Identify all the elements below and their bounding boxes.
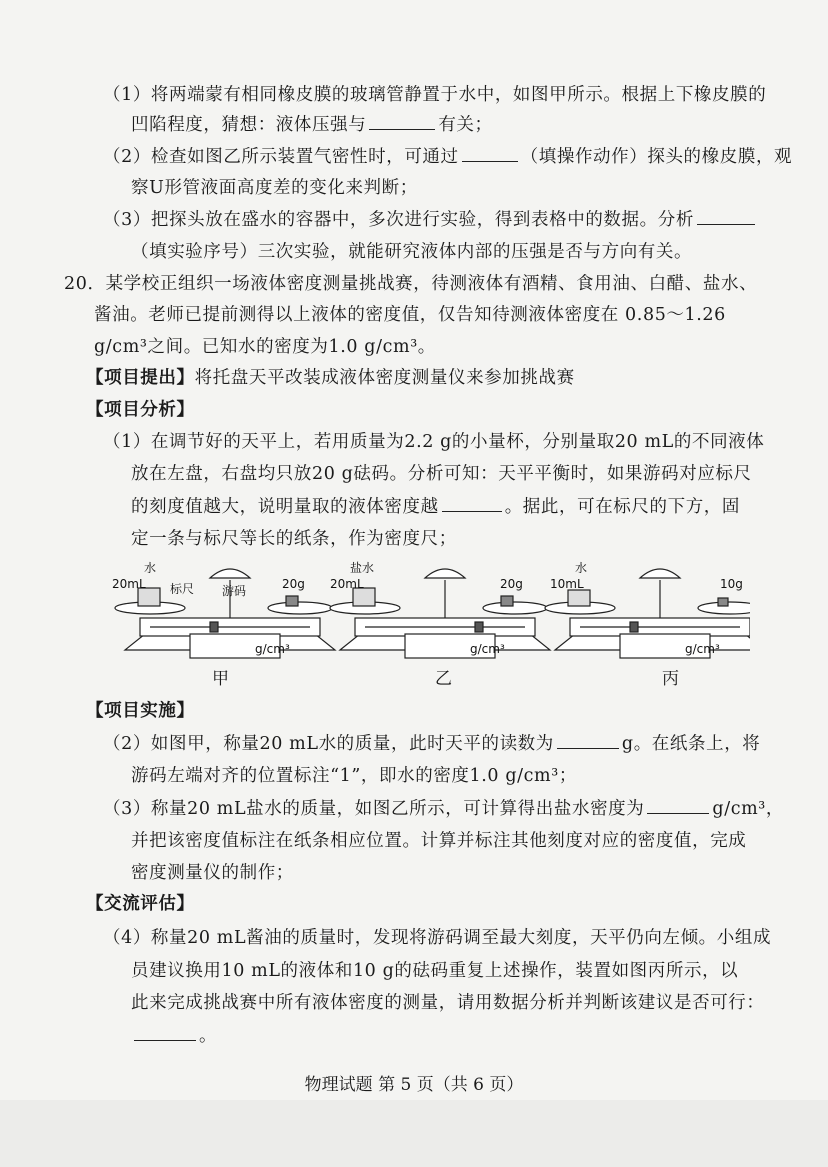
project-raise-heading: 【项目提出】 [86,368,195,388]
jia-volume-label: 20mL [112,577,146,591]
jia-unit-label: g/cm³ [255,642,290,656]
q19-part1-text: 凹陷程度，猜想：液体压强与 [131,115,367,135]
bing-volume-label: 10mL [550,577,584,591]
figure-caption-yi: 乙 [435,669,452,689]
answer-blank[interactable] [369,115,435,130]
jia-ruler-label: 标尺 [170,582,195,596]
q20-part1-text: 的刻度值越大，说明量取的液体密度越 [131,497,439,517]
q20-part3-text: （3）称量20 mL盐水的质量，如图乙所示，可计算得出盐水密度为 [103,799,645,819]
project-raise-line [86,367,575,389]
yi-volume-label: 20mL [330,577,364,591]
figure-caption-jia: 甲 [212,669,229,689]
answer-blank[interactable] [462,147,518,162]
bing-unit-label: g/cm³ [685,642,720,656]
jia-liquid-label: 水 [144,561,157,575]
yi-liquid-label: 盐水 [350,561,375,575]
q20-part3-line2: 并把该密度值标注在纸条相应位置。计算并标注其他刻度对应的密度值，完成 [131,831,747,851]
q19-part1-line2 [131,114,493,136]
q20-part4-tail: 。 [199,1026,218,1046]
answer-blank[interactable] [557,734,619,749]
q20-part3-line1 [103,798,784,820]
answer-blank[interactable] [697,210,755,225]
q20-part4-line1: （4）称量20 mL酱油的质量时，发现将游码调至最大刻度，天平仍向左倾。小组成 [103,928,772,948]
q20-part4-line4 [131,1025,217,1047]
answer-blank[interactable] [647,799,709,814]
answer-blank[interactable] [442,497,502,512]
q20-part1-line4: 定一条与标尺等长的纸条，作为密度尺； [131,529,457,549]
yi-unit-label: g/cm³ [470,642,505,656]
q20-part3-line3: 密度测量仪的制作； [131,863,294,883]
q20-intro-line2: 酱油。老师已提前测得以上液体的密度值，仅告知待测液体密度在 0.85～1.26 [94,305,726,325]
q20-part1-line1: （1）在调节好的天平上，若用质量为2.2 g的小量杯，分别量取20 mL的不同液体 [103,432,765,452]
q19-part3-line2: （填实验序号）三次实验，就能研究液体内部的压强是否与方向有关。 [131,242,693,262]
q20-part4-line2: 员建议换用10 mL的液体和10 g的砝码重复上述操作，装置如图丙所示，以 [131,961,739,981]
evaluation-heading: 【交流评估】 [86,894,195,914]
q20-part2-tail: g。在纸条上，将 [621,734,761,754]
project-raise-text: 将托盘天平改装成液体密度测量仪来参加挑战赛 [194,368,575,388]
q20-intro-line1: 20．某学校正组织一场液体密度测量挑战赛，待测液体有酒精、食用油、白醋、盐水、 [64,274,758,294]
q19-part3-text: （3）把探头放在盛水的容器中，多次进行实验，得到表格中的数据。分析 [103,210,694,230]
q20-part2-text: （2）如图甲，称量20 mL水的质量，此时天平的读数为 [103,734,554,754]
figure-caption-bing: 丙 [662,669,679,689]
q19-part2-text: （2）检查如图乙所示装置气密性时，可通过 [103,147,459,167]
q19-part2-line2: 察U形管液面高度差的变化来判断； [131,178,418,198]
balance-figures [110,560,750,690]
yi-mass-label: 20g [500,577,523,591]
bing-liquid-label: 水 [575,561,588,575]
q19-part2-tail: （填操作动作）探头的橡皮膜，观 [520,147,793,167]
project-analysis-heading: 【项目分析】 [86,400,195,420]
jia-rider-label: 游码 [222,584,247,598]
q19-part2-line1 [103,146,792,168]
project-implement-heading: 【项目实施】 [86,701,195,721]
q20-part1-line2: 放在左盘，右盘均只放20 g砝码。分析可知：天平平衡时，如果游码对应标尺 [131,464,752,484]
q20-part4-line3: 此来完成挑战赛中所有液体密度的测量，请用数据分析并判断该建议是否可行： [131,993,765,1013]
bing-mass-label: 10g [720,577,743,591]
q20-intro-line3: g/cm³之间。已知水的密度为1.0 g/cm³。 [94,337,436,357]
answer-blank[interactable] [134,1026,196,1041]
page-bottom-shade [0,1100,828,1167]
balance-diagrams-svg [110,560,750,690]
q19-part3-line1 [103,209,758,231]
q19-part1-line1: （1）将两端蒙有相同橡皮膜的玻璃管静置于水中，如图甲所示。根据上下橡皮膜的 [103,85,767,105]
q20-part2-line1 [103,733,760,755]
jia-mass-label: 20g [282,577,305,591]
q20-part2-line2: 游码左端对齐的位置标注“1”，即水的密度1.0 g/cm³； [131,766,577,786]
q19-part1-tail: 有关； [438,115,493,135]
q20-part3-tail: g/cm³， [712,799,784,819]
page-footer: 物理试题 第 5 页（共 6 页） [304,1075,524,1095]
q20-part1-tail: 。据此，可在标尺的下方，固 [504,497,741,517]
q20-part1-line3 [131,496,740,518]
